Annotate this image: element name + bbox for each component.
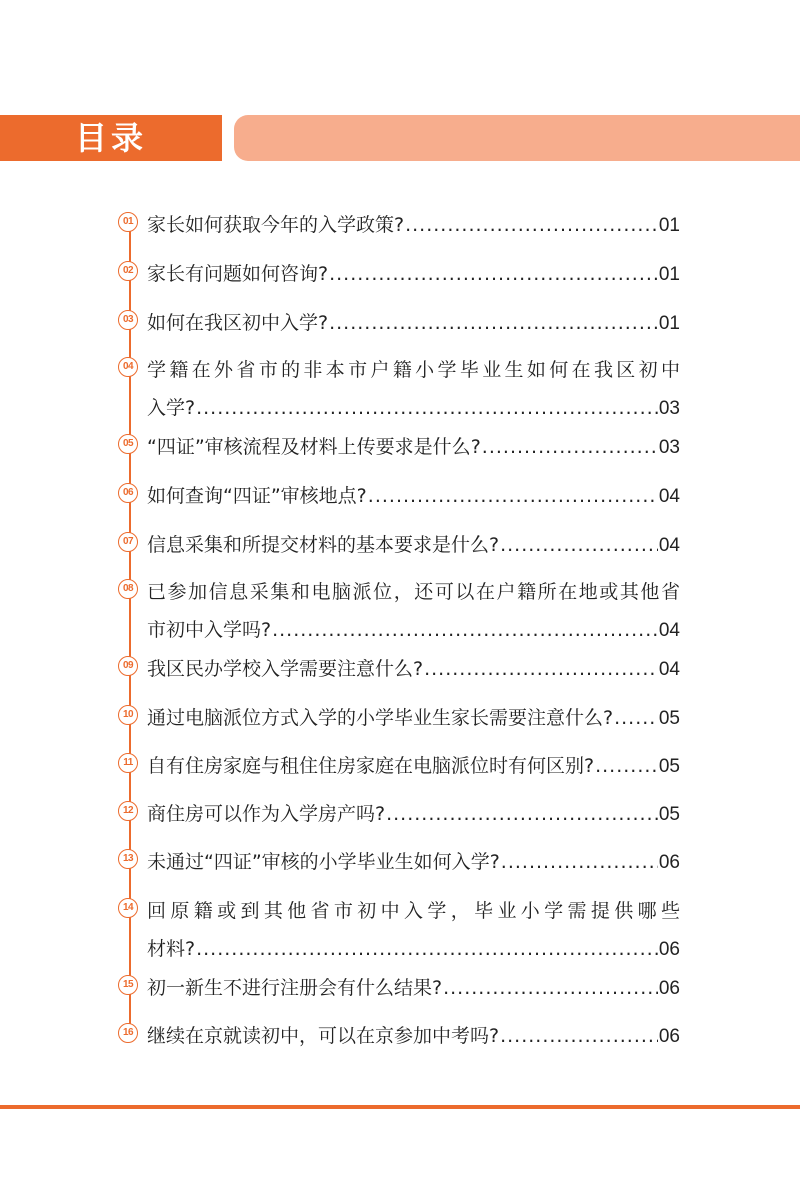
toc-item-title: 我区民办学校入学需要注意什么? <box>147 658 424 680</box>
item-number-badge: 06 <box>118 483 138 503</box>
item-number-badge: 16 <box>118 1023 138 1043</box>
item-number-badge: 08 <box>118 579 138 599</box>
page-number: 03 <box>658 437 680 458</box>
toc-item-title: 学籍在外省市的非本市户籍小学毕业生如何在我区初中 <box>147 359 680 381</box>
toc-item-title: 自有住房家庭与租住住房家庭在电脑派位时有何区别? <box>147 755 595 777</box>
page-number: 01 <box>658 264 680 285</box>
item-number-badge: 03 <box>118 310 138 330</box>
leader-dots <box>424 658 658 680</box>
item-number-badge: 05 <box>118 434 138 454</box>
leader-dots <box>386 803 658 825</box>
toc-item-title: 信息采集和所提交材料的基本要求是什么? <box>147 534 500 556</box>
leader-dots <box>500 534 658 556</box>
item-number-badge: 04 <box>118 357 138 377</box>
toc-item-title: 商住房可以作为入学房产吗? <box>147 803 386 825</box>
page-number: 06 <box>658 978 680 999</box>
toc-item-title-continued: 市初中入学吗? <box>147 619 272 641</box>
leader-dots <box>405 214 658 236</box>
page-number: 01 <box>658 313 680 334</box>
page-number: 06 <box>658 852 680 873</box>
item-number-badge: 13 <box>118 849 138 869</box>
toc-item-title: 初一新生不进行注册会有什么结果? <box>147 977 443 999</box>
leader-dots <box>329 312 658 334</box>
toc-item-title: 已参加信息采集和电脑派位，还可以在户籍所在地或其他省 <box>147 581 680 603</box>
title-decoration-bar <box>234 115 800 161</box>
item-number-badge: 07 <box>118 532 138 552</box>
leader-dots <box>196 397 658 419</box>
toc-item-title: “四证”审核流程及材料上传要求是什么? <box>147 436 481 458</box>
leader-dots <box>614 707 658 729</box>
leader-dots <box>329 263 658 285</box>
toc-item-title: 继续在京就读初中，可以在京参加中考吗? <box>147 1025 500 1047</box>
leader-dots <box>196 938 658 960</box>
item-number-badge: 09 <box>118 656 138 676</box>
leader-dots <box>595 755 658 777</box>
toc-item-title: 家长如何获取今年的入学政策? <box>147 214 405 236</box>
page-number: 04 <box>658 486 680 507</box>
item-number-badge: 10 <box>118 705 138 725</box>
item-number-badge: 12 <box>118 801 138 821</box>
page-number: 04 <box>658 620 680 641</box>
leader-dots <box>482 436 658 458</box>
toc-item-title: 未通过“四证”审核的小学毕业生如何入学? <box>147 851 500 873</box>
leader-dots <box>368 485 658 507</box>
item-number-badge: 11 <box>118 753 138 773</box>
page-number: 05 <box>658 756 680 777</box>
page-title: 目录 <box>74 119 147 157</box>
leader-dots <box>501 851 658 873</box>
item-number-badge: 01 <box>118 212 138 232</box>
leader-dots <box>443 977 658 999</box>
toc-item-title: 回原籍或到其他省市初中入学，毕业小学需提供哪些 <box>147 900 680 922</box>
toc-item-title-continued: 材料? <box>147 938 196 960</box>
page-number: 06 <box>658 939 680 960</box>
toc-item-title: 通过电脑派位方式入学的小学毕业生家长需要注意什么? <box>147 707 614 729</box>
toc-item-title: 家长有问题如何咨询? <box>147 263 329 285</box>
page-number: 04 <box>658 535 680 556</box>
toc-item-title: 如何在我区初中入学? <box>147 312 329 334</box>
item-number-badge: 15 <box>118 975 138 995</box>
leader-dots <box>272 619 658 641</box>
toc-item-title-continued: 入学? <box>147 397 196 419</box>
page-number: 04 <box>658 659 680 680</box>
page-number: 05 <box>658 708 680 729</box>
footer-divider <box>0 1105 800 1109</box>
item-number-badge: 02 <box>118 261 138 281</box>
page-number: 06 <box>658 1026 680 1047</box>
toc-item-title: 如何查询“四证”审核地点? <box>147 485 367 507</box>
page-number: 03 <box>658 398 680 419</box>
leader-dots <box>500 1025 658 1047</box>
item-number-badge: 14 <box>118 898 138 918</box>
page-number: 05 <box>658 804 680 825</box>
page-number: 01 <box>658 215 680 236</box>
title-banner <box>0 115 222 161</box>
